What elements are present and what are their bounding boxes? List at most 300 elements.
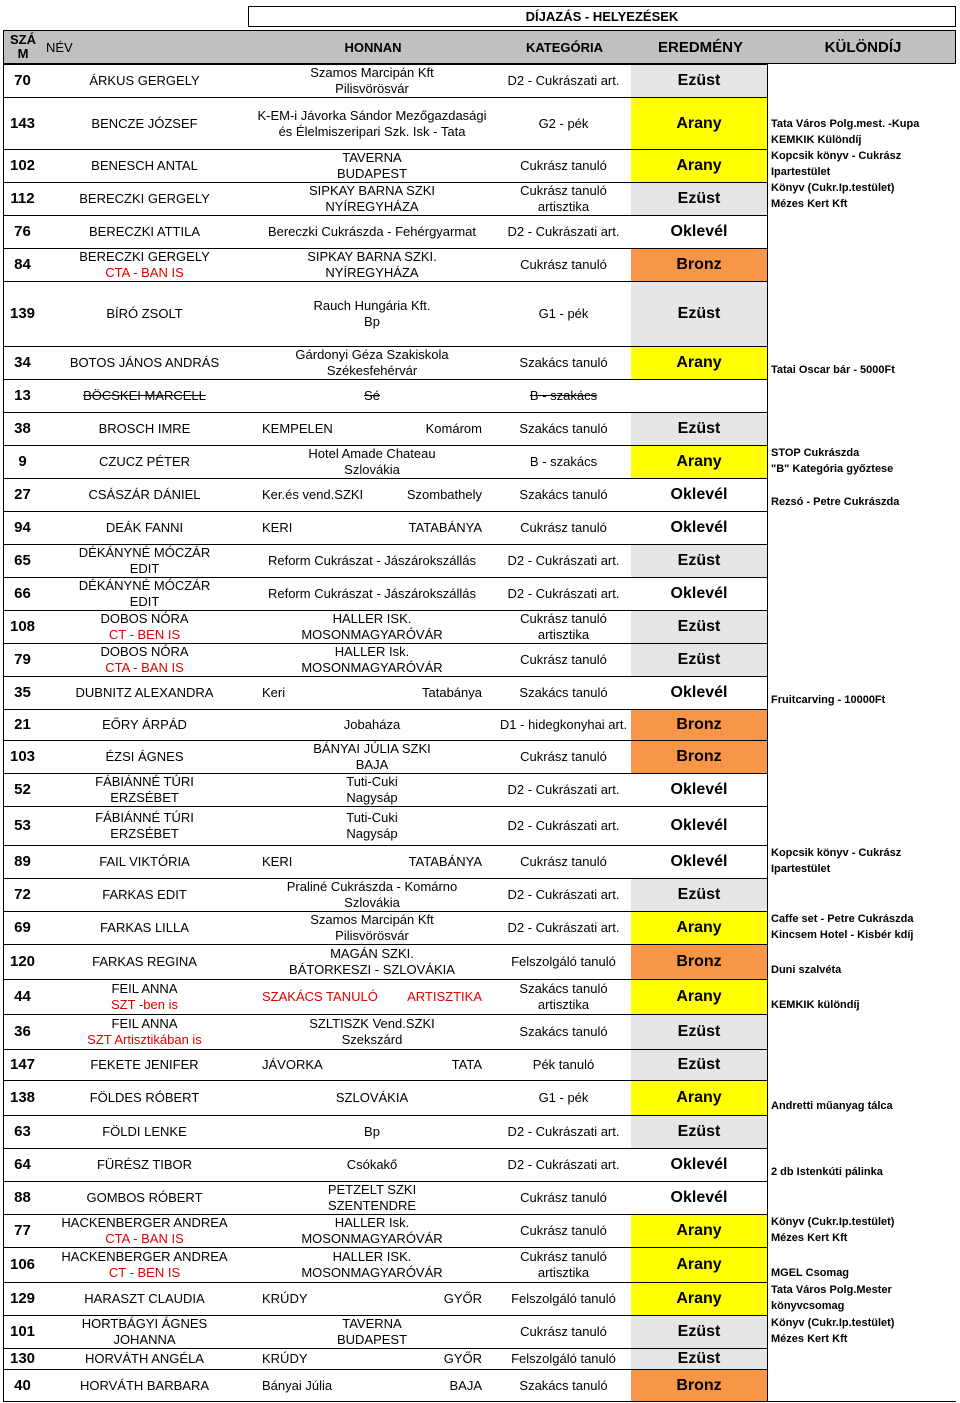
special-award: [768, 944, 956, 979]
origin-split: [248, 487, 496, 503]
cell-text: Szakács tanuló: [519, 1377, 608, 1393]
contestant-name: [41, 1181, 248, 1214]
table-row: [3, 577, 956, 610]
cell-text: MOSONMAGYARÓVÁR: [301, 1265, 443, 1280]
cell-text: Ker.és vend.SZKI: [262, 487, 364, 502]
contestant-origin: [248, 1115, 496, 1148]
cell-text: Ezüst: [677, 651, 721, 668]
cell-text: 38: [14, 420, 31, 437]
special-award: [768, 577, 956, 610]
special-award: [768, 346, 956, 379]
cell-text: HORVÁTH BARBARA: [79, 1377, 210, 1393]
cell-text: Duni szalvéta: [771, 964, 842, 976]
cell-text: Cukrász tanuló: [520, 257, 607, 272]
entry-number: [3, 445, 41, 478]
cell-text: Bronz: [676, 953, 722, 970]
special-award: [768, 1282, 956, 1315]
cell-text: 89: [14, 853, 31, 870]
cell-text: BÖCSKEI MARCELL: [83, 388, 206, 403]
special-award: [768, 1115, 956, 1148]
special-block-line: KEMKIK Különdíj: [771, 134, 862, 146]
cell-text: Cukrász tanuló: [520, 611, 607, 626]
cell-text: "B" Kategória győztese: [771, 463, 894, 475]
cell-text: KRÚDY: [262, 1291, 308, 1306]
result-badge: [631, 1014, 768, 1049]
cell-text: Bányai Júlia: [262, 1377, 333, 1393]
table-row: [3, 1148, 956, 1181]
cell-text: FARKAS LILLA: [100, 920, 189, 935]
cell-text: Tatabánya: [422, 685, 482, 700]
cell-text: JOHANNA: [113, 1332, 176, 1347]
cell-text: MGEL Csomag: [771, 1267, 850, 1279]
table-row: [3, 740, 956, 773]
cell-text: Keri: [262, 685, 286, 700]
category: [496, 64, 631, 97]
cell-text: Felszolgáló tanuló: [511, 954, 616, 969]
table-row: [3, 478, 956, 511]
contestant-origin: [248, 511, 496, 544]
cell-text: Pilisvörösvár: [335, 81, 409, 96]
contestant-name: [41, 709, 248, 740]
contestant-origin: [248, 643, 496, 676]
cell-text: D2 - Cukrászati art.: [507, 73, 620, 88]
result-badge: [631, 248, 768, 281]
cell-text: BERECZKI ATTILA: [88, 224, 200, 239]
category: [496, 1315, 631, 1348]
category: [496, 248, 631, 281]
cell-text: D2 - Cukrászati art.: [507, 586, 620, 601]
cell-text: Szamos Marcipán Kft: [310, 65, 434, 80]
cell-text: CSÁSZÁR DÁNIEL: [88, 487, 201, 502]
cell-text: HALLER ISK.: [332, 1249, 412, 1264]
entry-number: [3, 1214, 41, 1247]
cell-text: 130: [9, 1350, 36, 1367]
cell-text: Cukrász tanuló: [520, 854, 607, 869]
cell-text: B - szakács: [529, 388, 598, 403]
cell-text: D2 - Cukrászati art.: [507, 887, 620, 902]
table-row: [3, 1214, 956, 1247]
table-row: [3, 845, 956, 878]
category: [496, 379, 631, 412]
category: [496, 773, 631, 806]
contestant-name: [41, 346, 248, 379]
cell-text: 84: [14, 256, 31, 273]
category: [496, 1282, 631, 1315]
contestant-name: [41, 1315, 248, 1348]
cell-text: Oklevél: [670, 223, 728, 240]
special-award: [768, 1348, 956, 1369]
cell-text: FARKAS EDIT: [102, 887, 187, 902]
table-row: [3, 1348, 956, 1369]
cell-text: SZT Artisztikában is: [87, 1032, 202, 1047]
special-award: [768, 1049, 956, 1080]
cell-text: GYŐR: [443, 1291, 482, 1306]
origin-split: [248, 854, 496, 870]
cell-text: Oklevél: [670, 585, 728, 602]
contestant-origin: [248, 149, 496, 182]
result-badge: [631, 979, 768, 1014]
cell-text: BÁTORKESZI - SZLOVÁKIA: [289, 962, 455, 977]
cell-text: Szekszárd: [341, 1032, 403, 1047]
special-block-line: Tata Város Polg.mest. -Kupa: [771, 118, 920, 130]
contestant-origin: [248, 1282, 496, 1315]
category: [496, 979, 631, 1014]
special-block-line: Könyv (Cukr.Ip.testület): [771, 182, 895, 194]
contestant-origin: [248, 610, 496, 643]
cell-text: TATA: [451, 1057, 482, 1072]
origin-split: [248, 989, 496, 1005]
entry-number: [3, 64, 41, 97]
cell-text: Arany: [676, 114, 722, 132]
cell-text: Oklevél: [670, 684, 728, 701]
result-badge: [631, 740, 768, 773]
contestant-origin: [248, 740, 496, 773]
category: [496, 346, 631, 379]
special-award: [768, 379, 956, 412]
result-badge: [631, 1115, 768, 1148]
category: [496, 1014, 631, 1049]
entry-number: [3, 676, 41, 709]
cell-text: KERI: [262, 854, 293, 869]
entry-number: [3, 97, 41, 149]
table-row: [3, 806, 956, 845]
cell-text: Reform Cukrászat - Jászárokszállás: [267, 553, 477, 568]
result-badge: [631, 806, 768, 845]
entry-number: [3, 1148, 41, 1181]
cell-text: TAVERNA: [342, 150, 402, 165]
table-row: [3, 643, 956, 676]
contestant-origin: [248, 281, 496, 346]
entry-number: [3, 412, 41, 445]
category: [496, 1115, 631, 1148]
table-row: [3, 979, 956, 1014]
cell-text: BERECZKI GERGELY: [79, 249, 210, 264]
entry-number: [3, 878, 41, 911]
result-badge: [631, 412, 768, 445]
cell-text: MOSONMAGYARÓVÁR: [301, 627, 443, 642]
result-badge: [631, 1348, 768, 1369]
category: [496, 845, 631, 878]
entry-number: [3, 1247, 41, 1282]
contestant-name: [41, 577, 248, 610]
cell-text: 108: [9, 618, 36, 635]
category: [496, 1348, 631, 1369]
table-header: [3, 30, 956, 64]
table-row: [3, 709, 956, 740]
entry-number: [3, 149, 41, 182]
cell-text: 112: [10, 190, 35, 207]
category: [496, 149, 631, 182]
cell-text: TATABÁNYA: [408, 520, 482, 535]
cell-text: 147: [9, 1056, 36, 1073]
table-row: [3, 610, 956, 643]
category: [496, 445, 631, 478]
contestant-origin: [248, 709, 496, 740]
special-award: [768, 412, 956, 445]
category: [496, 643, 631, 676]
special-award: [768, 773, 956, 806]
cell-text: CTA - BAN IS: [105, 660, 184, 675]
cell-text: FEKETE JENIFER: [90, 1057, 199, 1072]
cell-text: Szakács tanuló: [519, 685, 608, 700]
contestant-name: [41, 1115, 248, 1148]
header-no: [4, 31, 42, 63]
contestant-name: [41, 740, 248, 773]
cell-text: Ezüst: [677, 1056, 721, 1073]
contestant-name: [41, 1348, 248, 1369]
cell-text: BAJA: [449, 1377, 482, 1393]
cell-text: könyvcsomag: [771, 1300, 845, 1312]
cell-text: 76: [14, 223, 31, 240]
cell-text: Ipartestület: [771, 863, 831, 875]
contestant-origin: [248, 979, 496, 1014]
cell-text: Szlovákia: [344, 895, 400, 910]
cell-text: 27: [14, 486, 31, 503]
contestant-name: [41, 182, 248, 215]
result-badge: [631, 610, 768, 643]
category: [496, 511, 631, 544]
cell-text: SZENTENDRE: [327, 1198, 417, 1213]
result-badge: [631, 1282, 768, 1315]
cell-text: D2 - Cukrászati art.: [507, 553, 620, 568]
special-award: [768, 1369, 956, 1401]
cell-text: EDIT: [129, 594, 160, 609]
origin-split: [248, 421, 496, 437]
cell-text: B - szakács: [529, 454, 598, 469]
cell-text: artisztika: [537, 1265, 590, 1280]
cell-text: 69: [14, 919, 31, 936]
cell-text: Pilisvörösvár: [335, 928, 409, 943]
contestant-origin: [248, 215, 496, 248]
cell-text: BROSCH IMRE: [98, 421, 191, 436]
cell-text: HALLER Isk.: [334, 644, 410, 659]
contestant-name: [41, 1282, 248, 1315]
header-no-line2: M: [17, 46, 29, 61]
cell-text: Könyv (Cukr.Ip.testület): [771, 1317, 895, 1329]
cell-text: HACKENBERGER ANDREA: [61, 1215, 228, 1230]
cell-text: 138: [9, 1089, 36, 1106]
contestant-name: [41, 676, 248, 709]
cell-text: Felszolgáló tanuló: [511, 1351, 616, 1366]
cell-text: DÉKÁNYNÉ MÓCZÁR: [78, 578, 211, 593]
cell-text: BUDAPEST: [336, 166, 408, 181]
cell-text: SIPKAY BARNA SZKI: [309, 183, 435, 198]
special-award: [768, 845, 956, 878]
cell-text: Praliné Cukrászda - Komárno: [286, 879, 458, 894]
entry-number: [3, 1315, 41, 1348]
header-special: KÜLÖNDÍJ: [824, 38, 902, 56]
special-award: [768, 610, 956, 643]
result-badge: [631, 346, 768, 379]
entry-number: [3, 511, 41, 544]
category: [496, 944, 631, 979]
cell-text: 88: [14, 1189, 31, 1206]
result-badge: [631, 379, 768, 412]
cell-text: artisztika: [537, 997, 590, 1012]
cell-text: MOSONMAGYARÓVÁR: [301, 1231, 443, 1246]
entry-number: [3, 911, 41, 944]
entry-number: [3, 281, 41, 346]
contestant-origin: [248, 773, 496, 806]
table-row: [3, 878, 956, 911]
cell-text: Oklevél: [670, 853, 728, 870]
result-badge: [631, 1049, 768, 1080]
cell-text: Arany: [676, 157, 722, 174]
special-award: [768, 511, 956, 544]
contestant-name: [41, 1247, 248, 1282]
cell-text: Cukrász tanuló: [520, 183, 607, 198]
cell-text: 70: [14, 72, 31, 89]
special-awards-block: [771, 116, 957, 212]
cell-text: Kincsem Hotel - Kisbér kdíj: [771, 929, 914, 941]
cell-text: DUBNITZ ALEXANDRA: [75, 685, 214, 700]
cell-text: ÁRKUS GERGELY: [89, 73, 200, 88]
entry-number: [3, 845, 41, 878]
special-award: [768, 911, 956, 944]
header-name: NÉV: [46, 39, 73, 55]
contestant-origin: [248, 544, 496, 577]
cell-text: D1 - hidegkonyhai art.: [499, 717, 628, 732]
cell-text: 36: [14, 1023, 31, 1040]
contestant-name: [41, 544, 248, 577]
cell-text: NYÍREGYHÁZA: [325, 199, 419, 214]
contestant-name: [41, 610, 248, 643]
cell-text: Cukrász tanuló: [520, 652, 607, 667]
cell-text: Cukrász tanuló: [520, 1223, 607, 1238]
cell-text: Ezüst: [677, 72, 721, 89]
cell-text: Szombathely: [406, 487, 482, 502]
cell-text: 139: [9, 305, 36, 322]
cell-text: Ezüst: [677, 190, 721, 207]
special-award: [768, 215, 956, 248]
cell-text: Ezüst: [677, 420, 721, 437]
contestant-name: [41, 944, 248, 979]
cell-text: FEIL ANNA: [111, 1016, 178, 1031]
cell-text: G1 - pék: [538, 1090, 589, 1105]
cell-text: HALLER ISK.: [332, 611, 412, 626]
cell-text: Szakács tanuló: [519, 355, 608, 370]
cell-text: CTA - BAN IS: [105, 265, 184, 280]
contestant-name: [41, 1080, 248, 1115]
table-row: [3, 1315, 956, 1348]
cell-text: MOSONMAGYARÓVÁR: [301, 660, 443, 675]
result-badge: [631, 577, 768, 610]
category: [496, 911, 631, 944]
cell-text: D2 - Cukrászati art.: [507, 782, 620, 797]
contestant-origin: [248, 944, 496, 979]
cell-text: Rauch Hungária Kft.: [313, 298, 431, 313]
header-no-line1: SZÁ: [10, 32, 36, 47]
entry-number: [3, 215, 41, 248]
cell-text: Oklevél: [670, 781, 728, 798]
entry-number: [3, 1181, 41, 1214]
origin-split: [248, 685, 496, 701]
entry-number: [3, 1115, 41, 1148]
special-award: [768, 643, 956, 676]
category: [496, 544, 631, 577]
contestant-name: [41, 149, 248, 182]
cell-text: BAJA: [355, 757, 389, 772]
contestant-name: [41, 911, 248, 944]
cell-text: GOMBOS RÓBERT: [86, 1190, 203, 1205]
cell-text: K-EM-i Jávorka Sándor Mezőgazdasági: [257, 107, 487, 123]
cell-text: Ezüst: [677, 305, 721, 322]
sheet-title: DÍJAZÁS - HELYEZÉSEK: [248, 6, 956, 27]
table-row: [3, 944, 956, 979]
cell-text: Hotel Amade Chateau: [308, 446, 436, 461]
cell-text: 2 db Istenkúti pálinka: [771, 1166, 883, 1178]
category: [496, 709, 631, 740]
cell-text: 102: [9, 157, 36, 174]
cell-text: SZAKÁCS TANULÓ: [262, 989, 378, 1004]
result-badge: [631, 944, 768, 979]
cell-text: Szakács tanuló: [519, 1024, 608, 1039]
contestant-name: [41, 64, 248, 97]
cell-text: Ezüst: [677, 552, 721, 569]
entry-number: [3, 1049, 41, 1080]
category: [496, 281, 631, 346]
result-badge: [631, 911, 768, 944]
cell-text: BERECZKI GERGELY: [79, 191, 210, 206]
category: [496, 1247, 631, 1282]
cell-text: Arany: [676, 1222, 722, 1239]
origin-split: [248, 520, 496, 536]
special-award: [768, 248, 956, 281]
contestant-name: [41, 1214, 248, 1247]
cell-text: Cukrász tanuló: [520, 1324, 607, 1339]
entry-number: [3, 740, 41, 773]
special-award: [768, 709, 956, 740]
result-badge: [631, 281, 768, 346]
cell-text: FÖLDES RÓBERT: [89, 1090, 200, 1105]
cell-text: FÖLDI LENKE: [102, 1124, 187, 1139]
cell-text: 44: [14, 988, 31, 1005]
result-badge: [631, 1315, 768, 1348]
contestant-origin: [248, 445, 496, 478]
result-badge: [631, 478, 768, 511]
cell-text: Cukrász tanuló: [520, 749, 607, 764]
cell-text: 143: [9, 114, 36, 132]
cell-text: 106: [9, 1256, 36, 1273]
origin-split: [248, 1057, 496, 1073]
cell-text: 63: [14, 1123, 31, 1140]
origin-split: [248, 1291, 496, 1307]
cell-text: Komárom: [425, 421, 482, 436]
cell-text: Szlovákia: [344, 462, 400, 477]
cell-text: Arany: [676, 453, 722, 470]
contestant-name: [41, 806, 248, 845]
cell-text: 101: [9, 1323, 36, 1340]
cell-text: ERZSÉBET: [110, 790, 179, 805]
cell-text: Mézes Kert Kft: [771, 1232, 848, 1244]
table-row: [3, 911, 956, 944]
cell-text: Ezüst: [677, 1323, 721, 1340]
cell-text: Ezüst: [677, 886, 721, 903]
contestant-origin: [248, 1148, 496, 1181]
entry-number: [3, 709, 41, 740]
cell-text: 94: [14, 519, 31, 536]
contestant-origin: [248, 379, 496, 412]
special-award: [768, 1315, 956, 1348]
cell-text: Ezüst: [677, 618, 721, 635]
result-badge: [631, 878, 768, 911]
cell-text: Csókakő: [346, 1157, 398, 1172]
table-row: [3, 346, 956, 379]
cell-text: Bronz: [676, 256, 722, 273]
cell-text: Kopcsik könyv - Cukrász: [771, 847, 902, 859]
category: [496, 577, 631, 610]
contestant-origin: [248, 346, 496, 379]
